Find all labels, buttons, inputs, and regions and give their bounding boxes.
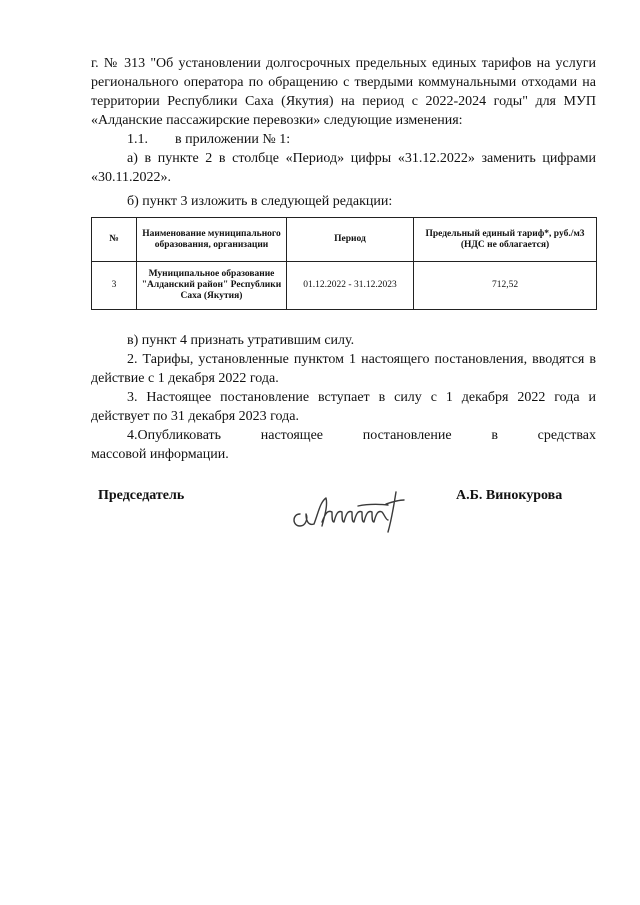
handwritten-signature (288, 484, 418, 540)
item-4-line1: 4.Опубликовать настоящее постановление в средствах (127, 428, 596, 443)
intro-paragraph: г. № 313 "Об установлении долгосрочных предельных единых тарифов на услуги регионального оператора по обращению с твердыми коммунальными отходами на территории Республики Саха (Якутия) на период с 2022-2024 годы" для МУП «Алданские пассажирские перевозки» следующие изменения: (91, 56, 596, 128)
header-num: № (92, 218, 137, 262)
cell-num: 3 (92, 262, 137, 310)
sub-item-a: а) в пункте 2 в столбце «Период» цифры «31.12.2022» заменить цифрами «30.11.2022». (91, 151, 596, 185)
item-4-line2: массовой информации. (91, 447, 229, 462)
cell-tariff: 712,52 (414, 262, 597, 310)
tariff-table (91, 217, 597, 310)
item-2: 2. Тарифы, установленные пунктом 1 настоящего постановления, вводятся в действие с 1 декабря 2022 года. (91, 352, 596, 386)
item-1-1 (91, 130, 596, 149)
sub-item-v: в) пункт 4 признать утратившим силу. (127, 333, 355, 348)
table-header-row (92, 218, 597, 262)
header-period: Период (287, 218, 414, 262)
cell-period: 01.12.2022 - 31.12.2023 (287, 262, 414, 310)
item-3: 3. Настоящее постановление вступает в силу с 1 декабря 2022 года и действует по 31 декабря 2023 года. (91, 390, 596, 424)
item-1-1-number: 1.1. (127, 132, 148, 147)
signature-role: Председатель (98, 488, 185, 503)
sub-item-b: б) пункт 3 изложить в следующей редакции: (127, 194, 393, 209)
header-org: Наименование муниципального образования, организации (137, 218, 287, 262)
header-tariff: Предельный единый тариф*, руб./м3 (НДС не облагается) (414, 218, 597, 262)
cell-org: Муниципальное образование "Алданский район" Республики Саха (Якутия) (137, 262, 287, 310)
table-row (92, 262, 597, 310)
item-1-1-text: в приложении № 1: (175, 132, 291, 147)
signature-name: А.Б. Винокурова (456, 488, 563, 503)
